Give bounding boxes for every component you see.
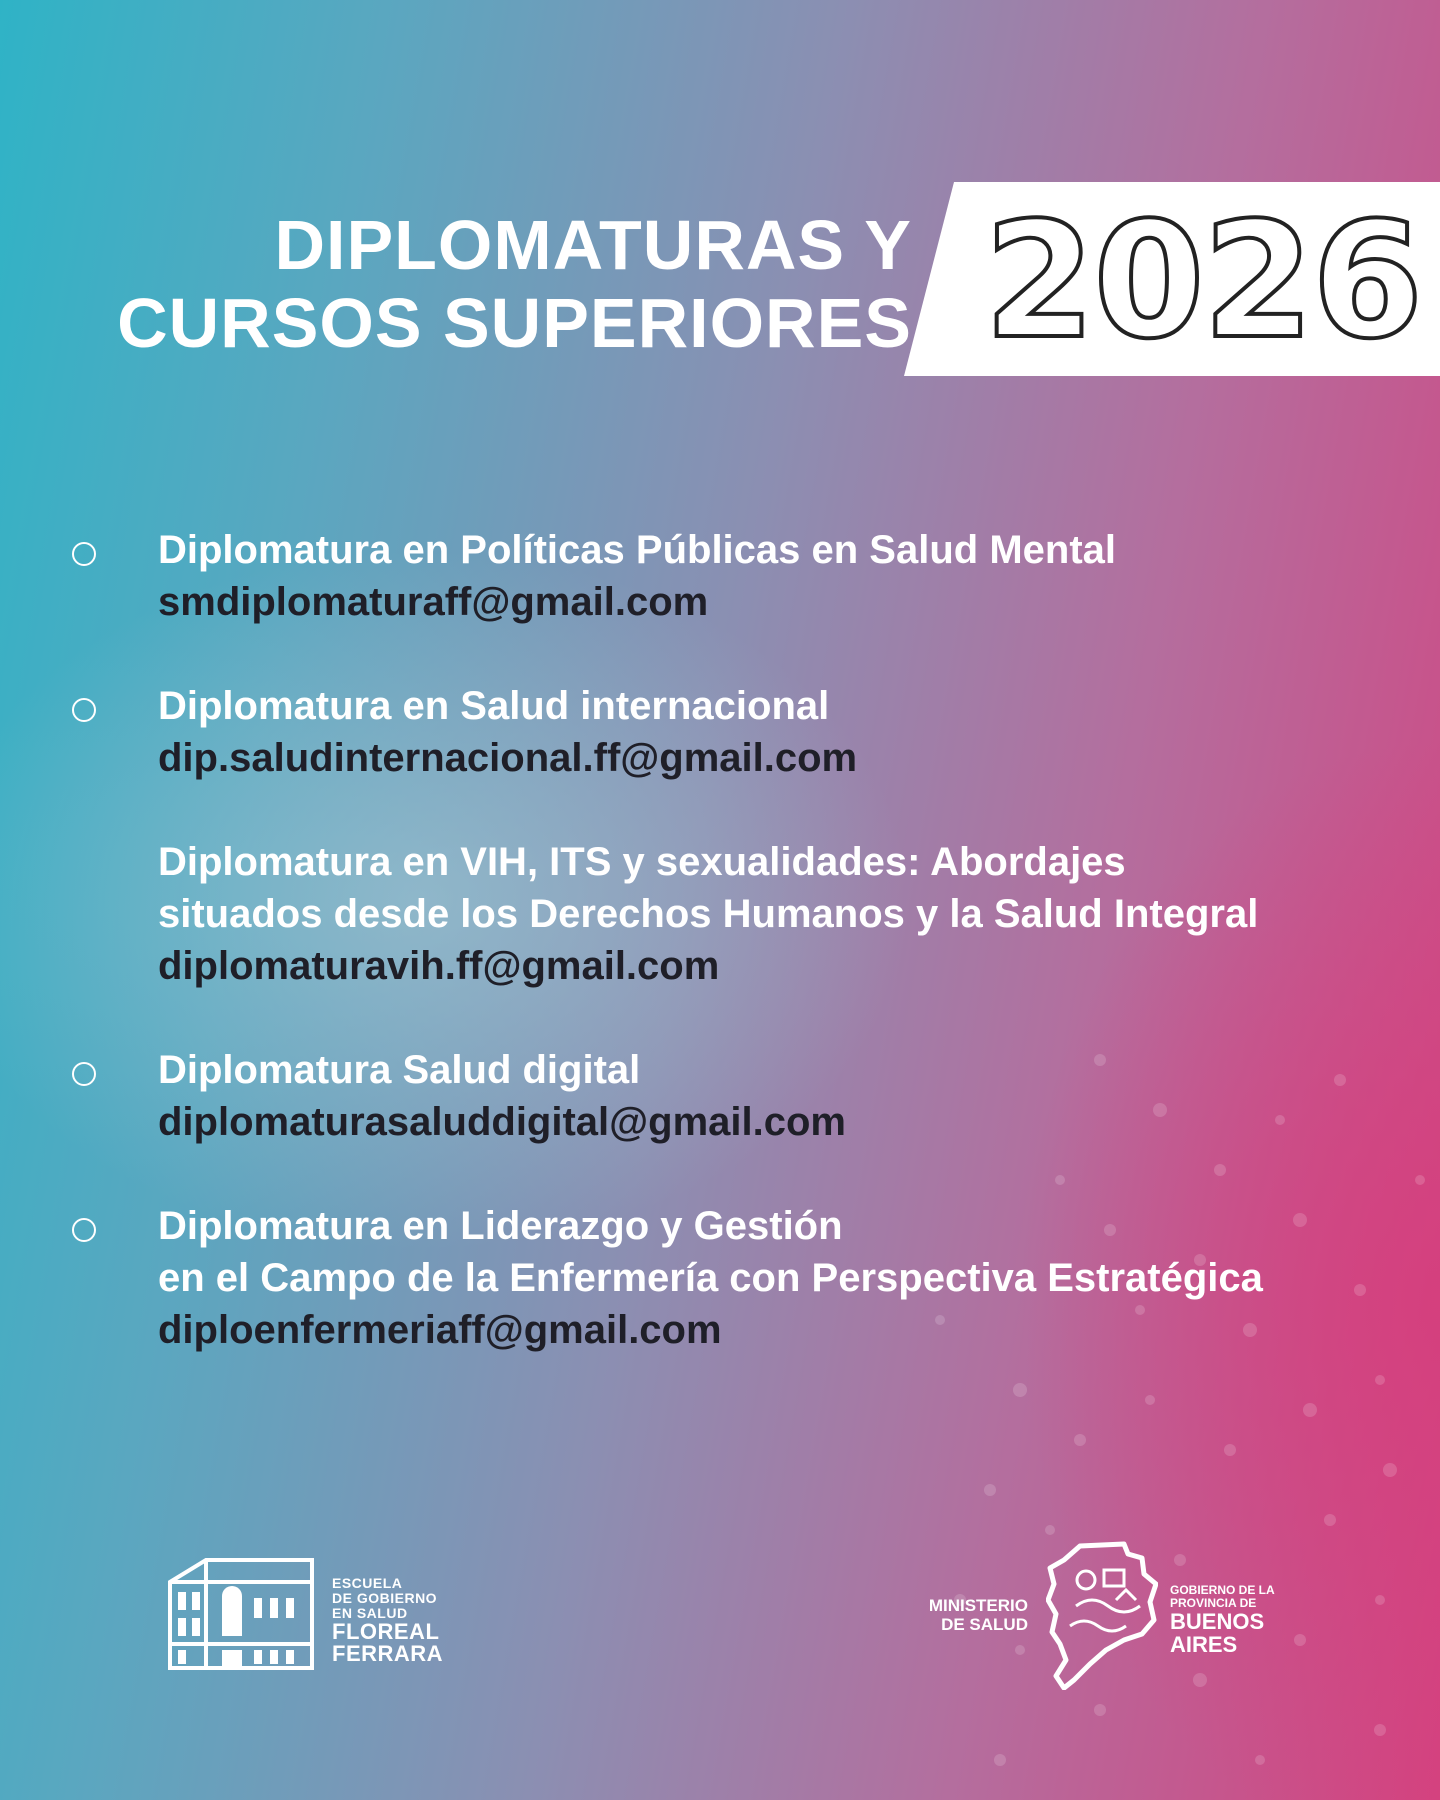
- bullet-circle-icon: [72, 1218, 96, 1242]
- list-item: [158, 524, 1358, 628]
- item-email[interactable]: smdiplomaturaff@gmail.com: [158, 580, 709, 624]
- escuela-logo-text: ESCUELA DE GOBIERNO EN SALUD FLOREAL FERRARA: [332, 1575, 444, 1666]
- item-title: Diplomatura en VIH, ITS y sexualidades: Abordajes situados desde los Derechos Humanos y la Salud Integral: [158, 840, 1259, 936]
- item-email[interactable]: diplomaturasaluddigital@gmail.com: [158, 1100, 846, 1144]
- list-item: [158, 836, 1358, 992]
- title-line-1: DIPLOMATURAS Y: [274, 206, 912, 284]
- building-icon: [166, 1552, 316, 1676]
- item-email[interactable]: diplomaturavih.ff@gmail.com: [158, 944, 720, 988]
- item-title: Diplomatura en Salud internacional: [158, 684, 830, 728]
- item-email[interactable]: dip.saludinternacional.ff@gmail.com: [158, 736, 858, 780]
- list-item: [158, 1200, 1358, 1356]
- ministerio-logo: [910, 1540, 1290, 1700]
- year-label: 2026: [984, 187, 1422, 374]
- title-line-2: CURSOS SUPERIORES: [117, 284, 912, 362]
- item-title: Diplomatura en Liderazgo y Gestión en el Campo de la Enfermería con Perspectiva Estratégica: [158, 1204, 1263, 1300]
- item-email[interactable]: diploenfermeriaff@gmail.com: [158, 1308, 722, 1352]
- list-item: [158, 680, 1358, 784]
- ministerio-text: MINISTERIO DE SALUD: [928, 1596, 1028, 1634]
- page-title: [117, 206, 912, 362]
- province-map-icon: [1046, 1540, 1158, 1690]
- gobierno-text: GOBIERNO DE LA PROVINCIA DE BUENOS AIRES: [1170, 1583, 1275, 1657]
- item-title: Diplomatura Salud digital: [158, 1048, 641, 1092]
- bullet-circle-icon: [72, 542, 96, 566]
- bullet-circle-icon: [72, 1062, 96, 1086]
- item-title: Diplomatura en Políticas Públicas en Salud Mental: [158, 528, 1117, 572]
- list-item: [158, 1044, 1358, 1148]
- bullet-circle-icon: [72, 698, 96, 722]
- escuela-logo: [166, 1552, 466, 1676]
